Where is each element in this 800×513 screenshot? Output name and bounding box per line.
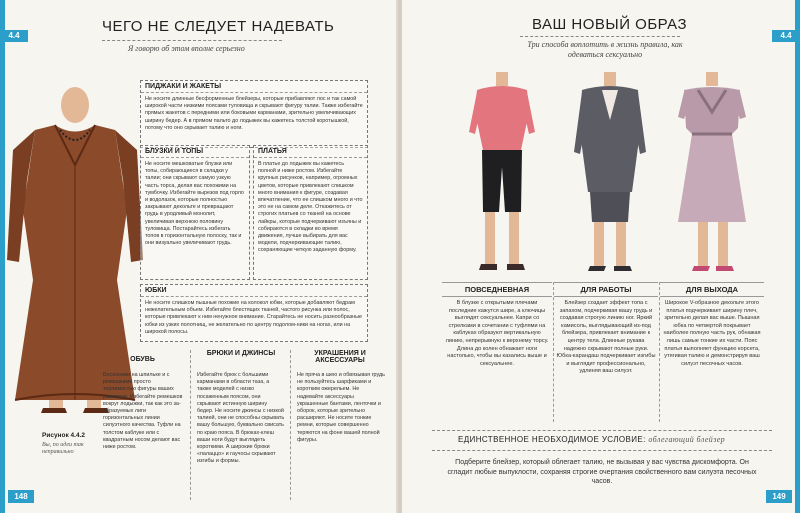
dresses-heading: ПЛАТЬЯ <box>254 146 367 158</box>
requirement-banner <box>458 435 725 444</box>
evening-outfit-figure <box>674 72 750 277</box>
banner-rule-top <box>432 430 772 431</box>
blouses-text: Не носите мешковатые блузки или топы, собирающиеся в складки у талии; они скрывают самую узкую часть торса, делая вас похожими на тумбочку. Избегайте вырезов под горло и водолазок, которые полностью закрывают декольте и превращают грудь в уродливый монолит, увеличивая верхнюю половину туловища. Постарайтесь избегать топов в горизонтальную полоску, так и они визуально увеличивают грудь. <box>145 161 244 247</box>
jackets-text: Не носите длинные бесформенные блейзеры, которые прибавляют лос и так самой широкой части низкими поясами туловища и скрывают фигуру талии. Также избегайте прямых жакетов с передними или боковыми карманами, зрительно увеличивающих ширину бедер. А в прямом пальто до лодыжек вы кажетесь толстой коротышкой, потому что оно скрывает талию и ноги. <box>145 96 363 131</box>
figure-caption-label: Рисунок 4.4.2 <box>42 432 85 439</box>
lilac-skirt <box>678 134 746 222</box>
evening-right-shoe <box>716 266 734 271</box>
black-capri <box>482 150 522 212</box>
left-page <box>0 0 398 513</box>
evening-left-shoe <box>692 266 710 271</box>
evening-heading: ДЛЯ ВЫХОДА <box>660 282 764 297</box>
work-heading: ДЛЯ РАБОТЫ <box>554 282 658 297</box>
blouses-heading: БЛУЗКИ И ТОПЫ <box>141 146 249 158</box>
jackets-box <box>140 80 368 148</box>
blouses-box <box>140 145 250 280</box>
accessories-text: Не пряча в шею и обвязывая грудь не пользуйтесь шарфиками и коротким ожерельем. Не надевайте аксессуары украшенные бантами, ленточки и оборок, которые зрительно расширяют. Не носите тонкие ремни, которые совершенно теряются на фоне вашей полной фигуры. <box>297 372 385 443</box>
left-page-number: 148 <box>8 490 34 503</box>
trousers-text: Избегайте брюк с большими карманами в области таза, а также моделей с низко посаженным поясом, они скрывают истинную ширину бедер. Не носите джинсы с низкой талией, они не способны скрывать вашу большую, буквально свисать по краю пояса. В брюках-клеш ваши ноги будут выглядеть короткими. А широкие брюки «палаццо» и гаучосы скрывают изгибы и формы. <box>197 372 285 465</box>
blazer-advice-text: Подберите блейзер, который облегает талию, не вызывая у вас чувства дискомфорта. Он сгладит любые выпуклости, сохраняя строгие очертания свойственного вам силуэта песочных часов. <box>447 459 757 485</box>
banner-label: ЕДИНСТВЕННОЕ НЕОБХОДИМОЕ УСЛОВИЕ: <box>458 435 646 444</box>
trousers-heading: БРЮКИ И ДЖИНСЫ <box>206 350 276 357</box>
work-text: Блейзер создает эффект топа с запахом, подчеркивая вашу грудь и создавая строгую линию ног. Яркий камисоль, выглядывающий из-под блейзера, привлекает внимание к центру тела. Длинные рукава надежно скрывают полные руки. Юбка-карандаш подчеркивает изгибы и выглядит профессионально, удлиняя ваш силуэт. <box>556 300 656 375</box>
left-page-title: ЧЕГО НЕ СЛЕДУЕТ НАДЕВАТЬ <box>102 18 335 35</box>
casual-text: В блузке с открытыми плечами последние кажутся шире, а ключицы выглядят сексуальнее. Капри со стрелками в сочетании с туфлями на каблуках образуют вертикальную линию, непрерывную к верхнему торсу. Длина до колен обнажает ноги настолько, чтобы вы казались выше и сексуальнее. <box>445 300 549 367</box>
skirts-box <box>140 284 368 342</box>
column-divider-2 <box>290 350 291 500</box>
pencil-skirt <box>590 192 630 222</box>
look-divider-1 <box>553 282 554 422</box>
right-page-number: 149 <box>766 490 792 503</box>
casual-right-shoe <box>507 264 525 270</box>
banner-accent: облегающий блейзер <box>648 435 726 444</box>
evening-text: Широкое V-образное декольте этого платья подчеркивает ширину плеч, зрительно делая вас выше. Пышная юбка по четвертой покрывает наиболее полную часть рук, обнажая лишь самые тонкие их части. Пояс платья выполняет функцию корсета, утягивая талию и демонстрируя ваш силуэт песочных часов. <box>663 300 761 367</box>
shoes-heading: ОБУВЬ <box>130 356 155 363</box>
figure-caption-sub: Вы, по идеи так неправильно <box>42 442 84 455</box>
right-edge-strip <box>795 0 800 513</box>
left-chapter-tab: 4.4 <box>0 30 28 42</box>
column-divider-1 <box>190 350 191 500</box>
look-divider-2 <box>659 282 660 422</box>
jackets-heading: ПИДЖАКИ И ЖАКЕТЫ <box>141 81 367 93</box>
right-title-rule <box>520 36 680 37</box>
wrong-outfit-figure <box>5 70 145 415</box>
left-page-subtitle: Я говорю об этом вполне серьезно <box>128 44 245 53</box>
dresses-box <box>253 145 368 280</box>
figure-neck-skin <box>61 87 89 123</box>
work-left-shoe <box>588 266 606 271</box>
right-page <box>402 0 800 513</box>
left-shoe <box>41 408 67 413</box>
casual-left-shoe <box>479 264 497 270</box>
work-right-shoe <box>614 266 632 271</box>
casual-outfit-figure <box>467 72 537 277</box>
left-title-rule <box>102 40 282 41</box>
right-page-subtitle: Три способа воплотить в жизнь правила, как одеваться сексуально <box>527 40 683 59</box>
pink-blouse <box>475 86 529 150</box>
banner-rule-bottom <box>432 450 772 451</box>
shoes-text: Босоножки на шпильке и с ремешками просто терпимостью фигуры ваших размеров. Избегайте ремешков вокруг лодыжки, так как это за-образуемых лиги горизонтальных линии силуэтного качества. Туфли на толстом каблуке или с квадратным носом делают вас ниже ростом. <box>103 372 183 451</box>
right-page-title: ВАШ НОВЫЙ ОБРАЗ <box>532 16 688 33</box>
skirts-heading: ЮБКИ <box>141 285 367 297</box>
dresses-text: В платье до лодыжек вы кажетесь полной и ниже ростом. Избегайте крупных рисунков, например, огромных цветов, которые привлекают слишком много внимания к фигуре, создавая впечатление, что ее слишком много и что это не на самом деле. Откажитесь от строгих платьев со тканей на основе лайкры, которые подчеркивают изъяны и собираются в складки во время движения, лучше выбирать для вас модели, подчеркивающие талию, сохраняющие четкую заданную форму. <box>258 161 363 254</box>
skirts-text: Не носите слишком пышные похожие на колокол юбки, которые добавляют бедрам нежелательным объем. Избегайте блестящих тканей, частого рисунка или полос, которые привлекают к ним ненужное внимание. Старайтесь не носить разнообразные юбки из узких полотнищ, не желательно по центру подолом-ники на ногах, или на широкой полосы. <box>145 300 362 335</box>
work-outfit-figure <box>574 72 646 277</box>
casual-heading: ПОВСЕДНЕВНАЯ <box>442 282 552 297</box>
accessories-heading: УКРАШЕНИЯ И АКСЕССУАРЫ <box>314 350 366 364</box>
right-chapter-tab: 4.4 <box>772 30 800 42</box>
